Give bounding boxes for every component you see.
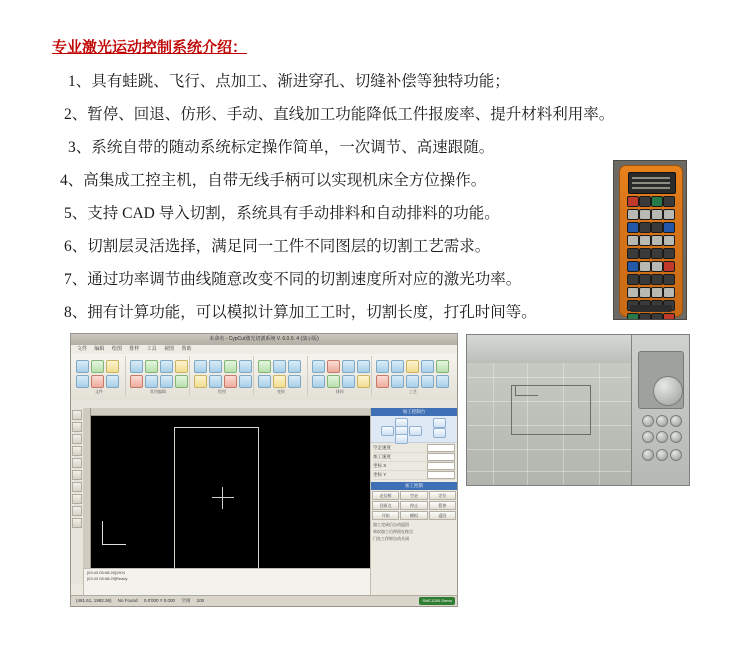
- tool-rect-icon[interactable]: [72, 446, 82, 456]
- handheld-pendant-photo: [613, 160, 687, 320]
- ribbon-group-label: 常用编辑: [150, 389, 166, 394]
- cypcut-software-screenshot: [70, 333, 458, 607]
- list-item: 4、高集成工控主机，自带无线手柄可以实现机床全方位操作。: [60, 172, 487, 189]
- list-item: 6、切割层灵活选择，满足同一工件不同图层的切割工艺需求。: [64, 238, 491, 255]
- row-value[interactable]: [427, 444, 455, 452]
- canvas-ruler-left: [83, 408, 91, 570]
- ribbon-group-transform: [255, 356, 308, 396]
- action-button[interactable]: 定位: [429, 491, 456, 500]
- list-item: 3、系统自带的随动系统标定操作简单，一次调节、高速跟随。: [68, 139, 495, 156]
- menu-item-draw[interactable]: 绘图: [111, 346, 122, 352]
- tool-zoom-icon[interactable]: [72, 482, 82, 492]
- status-size: 0.0'000 Y 0.000: [143, 598, 176, 603]
- software-titlebar: 未命名 - CypCut激光切割系统 V. 6.0.0. 4 (演示版): [71, 334, 457, 346]
- jog-down-button[interactable]: [395, 434, 408, 444]
- table-row: [373, 444, 455, 453]
- action-button[interactable]: 走边框: [372, 491, 399, 500]
- tool-measure-icon[interactable]: [72, 494, 82, 504]
- ribbon-group-label: 绘图: [218, 389, 226, 394]
- list-item: 1、具有蛙跳、飞行、点加工、渐进穿孔、切缝补偿等独特功能；: [68, 73, 510, 90]
- tool-circle-icon[interactable]: [72, 434, 82, 444]
- ribbon-group-draw: [191, 356, 254, 396]
- jog-pad[interactable]: [371, 416, 457, 443]
- list-item: 8、拥有计算功能，可以模拟计算加工工时，切割长度，打孔时间等。: [64, 304, 537, 321]
- machine-knob: [653, 376, 683, 406]
- status-coords: (481.61, 1982.36): [76, 598, 112, 603]
- pendant-body: [619, 165, 683, 317]
- menu-item-tools[interactable]: 工具: [146, 346, 157, 352]
- checkbox-stop-at-end[interactable]: 单次加工后停留在终点: [373, 529, 413, 534]
- list-item: 2、暂停、回退、仿形、手动、直线加工功能降低工件报废率、提升材料利用率。: [64, 106, 615, 123]
- row-value[interactable]: [427, 453, 455, 461]
- machine-button: [642, 449, 654, 461]
- control-panel-values: [371, 443, 457, 481]
- checkbox-auto-return[interactable]: 加工完成后自动返回: [373, 522, 409, 527]
- action-button[interactable]: 模拟: [400, 511, 427, 520]
- row-value[interactable]: [427, 462, 455, 470]
- tool-node-icon[interactable]: [72, 506, 82, 516]
- software-statusbar: [71, 595, 457, 606]
- ribbon-group-label: 工艺: [409, 389, 417, 394]
- row-label: 坐标 Y: [373, 472, 387, 477]
- ribbon-group-edit: [127, 356, 190, 396]
- software-drawing-canvas[interactable]: [83, 408, 371, 570]
- pendant-keypad: [627, 196, 675, 320]
- pendant-screen: [628, 172, 676, 194]
- control-panel-header: 加工控制台: [371, 408, 457, 416]
- row-label: 加工速度: [373, 454, 391, 459]
- control-panel-section-title: 加工控制: [371, 482, 457, 490]
- action-button[interactable]: 回原点: [372, 501, 399, 510]
- canvas-origin-axis: [102, 519, 128, 545]
- machine-top-bar: [467, 335, 632, 364]
- machine-button: [642, 415, 654, 427]
- page-title: 专业激光运动控制系统介绍：: [52, 38, 248, 56]
- table-row: [373, 471, 455, 480]
- jog-home-button[interactable]: [433, 418, 446, 428]
- log-line: [03:43 05:08:29]Ready: [87, 576, 128, 581]
- jog-right-button[interactable]: [409, 426, 422, 436]
- action-button[interactable]: 返回: [429, 511, 456, 520]
- machine-control-panel: [638, 351, 684, 409]
- row-label: 坐标 X: [373, 463, 387, 468]
- menu-item-file[interactable]: 文件: [77, 346, 88, 352]
- laser-machine-photo: [466, 334, 690, 486]
- action-button[interactable]: 停止: [400, 501, 427, 510]
- machine-button: [656, 449, 668, 461]
- status-file: No Found: [117, 598, 138, 603]
- status-state: 空闲: [181, 598, 191, 603]
- action-button[interactable]: 空走: [400, 491, 427, 500]
- tool-polyline-icon[interactable]: [72, 458, 82, 468]
- list-item: 7、通过功率调节曲线随意改变不同的切割速度所对应的激光功率。: [64, 271, 522, 288]
- log-line: [03:43 05:08:26]1004: [87, 570, 125, 575]
- tool-line-icon[interactable]: [72, 422, 82, 432]
- jog-left-button[interactable]: [381, 426, 394, 436]
- machine-button: [656, 415, 668, 427]
- menu-item-help[interactable]: 帮助: [181, 346, 192, 352]
- machine-button: [642, 431, 654, 443]
- tool-lead-icon[interactable]: [72, 518, 82, 528]
- machine-button: [670, 431, 682, 443]
- ribbon-group-nesting: [309, 356, 372, 396]
- machine-button: [656, 431, 668, 443]
- tool-text-icon[interactable]: [72, 470, 82, 480]
- checkbox-auto-close-door[interactable]: 门在工作时自动关闭: [373, 536, 409, 541]
- canvas-ruler-top: [83, 408, 371, 416]
- table-row: [373, 462, 455, 471]
- canvas-crosshair: [212, 487, 234, 509]
- pendant-footer: [630, 305, 672, 312]
- ribbon-group-label: 变换: [277, 389, 285, 394]
- control-panel-actions: [371, 490, 457, 521]
- tool-select-icon[interactable]: [72, 410, 82, 420]
- menu-item-view[interactable]: 视图: [164, 346, 175, 352]
- menu-item-edit[interactable]: 编辑: [94, 346, 105, 352]
- status-zoom: 100: [196, 598, 205, 603]
- table-row: [373, 453, 455, 462]
- software-log-area: [83, 568, 371, 596]
- row-value[interactable]: [427, 471, 455, 479]
- software-control-panel: [370, 408, 457, 584]
- action-button[interactable]: 开始: [372, 511, 399, 520]
- machine-button: [670, 415, 682, 427]
- status-badge: SMC1200 Demo: [419, 597, 455, 605]
- jog-origin-button[interactable]: [433, 428, 446, 438]
- action-button[interactable]: 暂停: [429, 501, 456, 510]
- machine-control-head: [631, 335, 689, 485]
- machine-button: [670, 449, 682, 461]
- list-item: 5、支持 CAD 导入切割，系统具有手动排料和自动排料的功能。: [64, 205, 500, 222]
- ribbon-group-process: [373, 356, 453, 396]
- ribbon-group-label: 排样: [336, 389, 344, 394]
- ribbon-group-label: 文件: [95, 389, 103, 394]
- machine-workpiece-notch: [515, 385, 538, 396]
- menu-item-nest[interactable]: 排样: [129, 346, 140, 352]
- software-ribbon: [71, 354, 457, 401]
- ribbon-group-file: [73, 356, 126, 396]
- row-label: 空走速度: [373, 445, 391, 450]
